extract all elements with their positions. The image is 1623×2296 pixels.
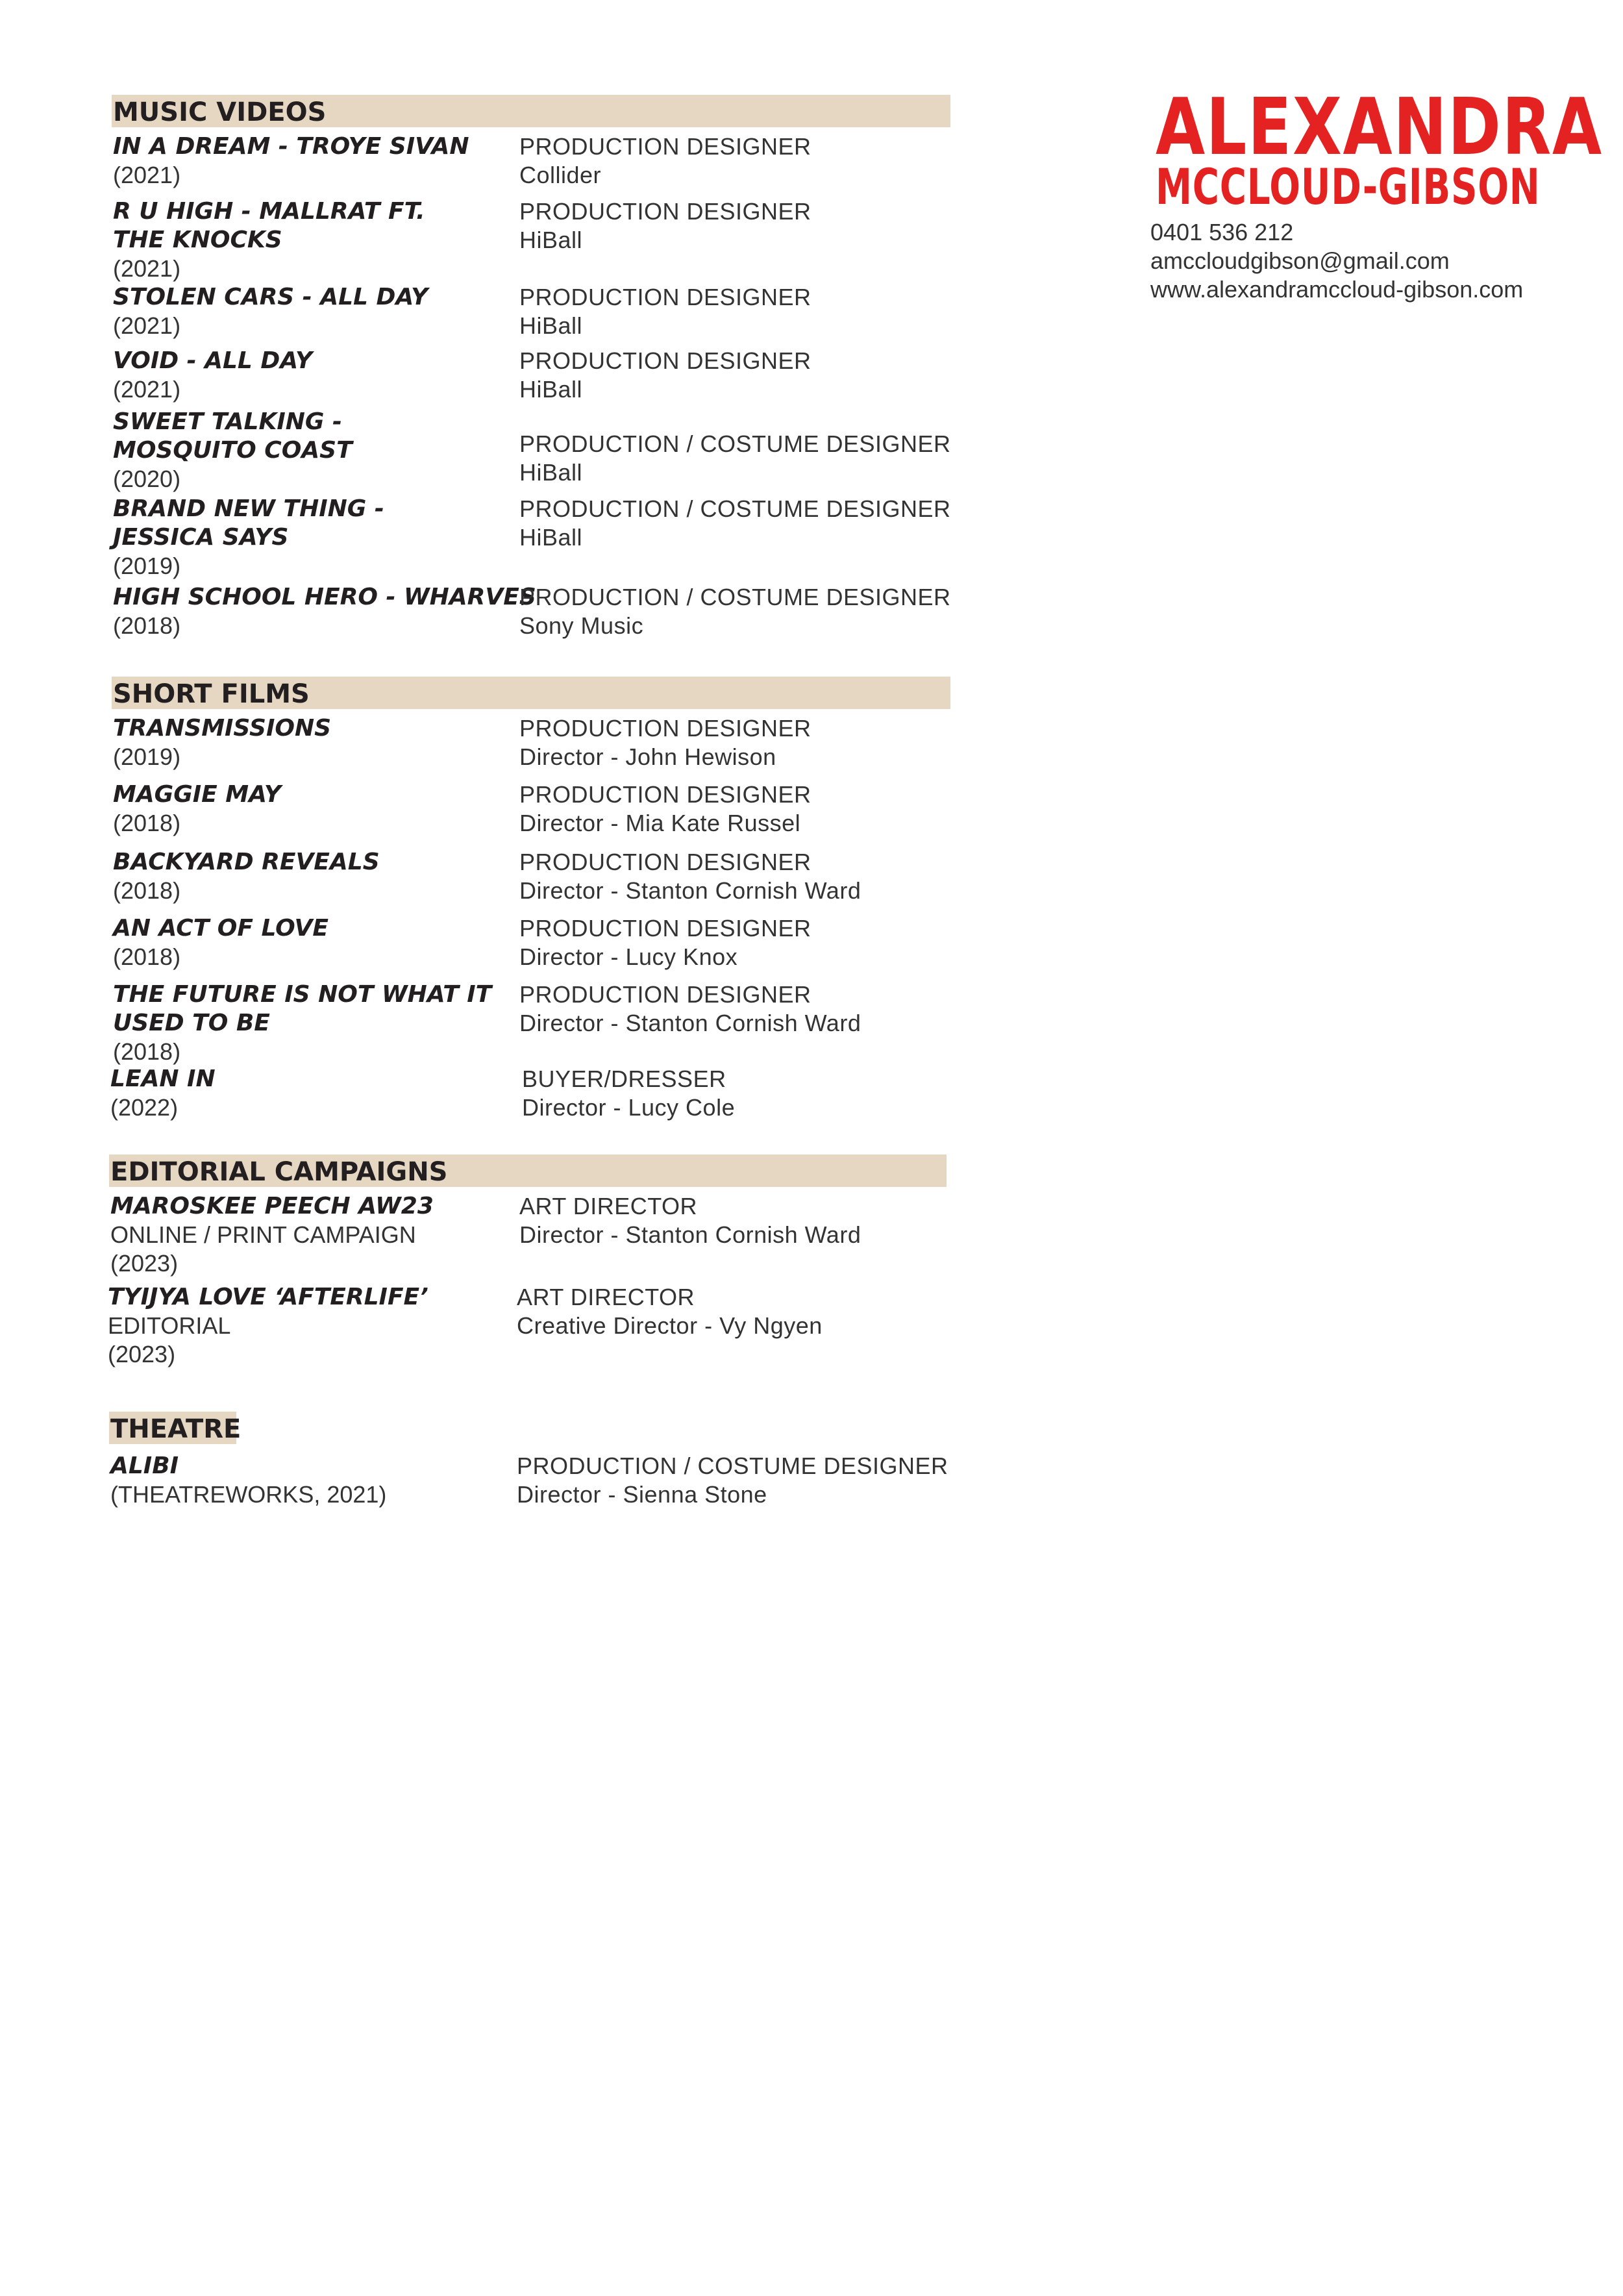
entry-title: LEAN IN: [110, 1066, 216, 1092]
entry-year: (2023): [110, 1250, 179, 1277]
name-last: MCCLOUD-GIBSON: [1156, 158, 1541, 216]
entry-title-line2: MOSQUITO COAST: [113, 437, 353, 464]
section-heading-short-films: SHORT FILMS: [113, 679, 310, 709]
entry-role: PRODUCTION DESIGNER: [519, 849, 812, 875]
entry-year: (2019): [113, 743, 181, 770]
entry-title: TRANSMISSIONS: [113, 715, 332, 742]
entry-title: HIGH SCHOOL HERO - WHARVES: [113, 584, 536, 610]
entry-role: PRODUCTION DESIGNER: [519, 133, 812, 160]
entry-director: Director - Mia Kate Russel: [519, 810, 801, 836]
entry-role: ART DIRECTOR: [519, 1193, 698, 1219]
entry-director: Director - Lucy Knox: [519, 943, 738, 970]
section-heading-music-videos: MUSIC VIDEOS: [113, 97, 327, 127]
entry-title: TYIJYA LOVE ‘AFTERLIFE’: [108, 1284, 428, 1310]
entry-company: Sony Music: [519, 612, 644, 639]
entry-title-line2: THE KNOCKS: [113, 227, 282, 253]
entry-company: HiBall: [519, 227, 583, 253]
entry-role: BUYER/DRESSER: [522, 1066, 726, 1092]
entry-director: Director - Stanton Cornish Ward: [519, 1221, 861, 1248]
entry-role: PRODUCTION / COSTUME DESIGNER: [519, 584, 951, 610]
entry-year: (2021): [113, 255, 181, 282]
entry-title: ALIBI: [110, 1453, 179, 1479]
entry-year: (2019): [113, 553, 181, 579]
entry-title: STOLEN CARS - ALL DAY: [113, 284, 428, 310]
entry-year: (2022): [110, 1094, 179, 1121]
entry-company: HiBall: [519, 524, 583, 551]
entry-title: VOID - ALL DAY: [113, 347, 313, 374]
entry-title: THE FUTURE IS NOT WHAT IT: [113, 981, 492, 1008]
entry-title: IN A DREAM - TROYE SIVAN: [113, 133, 469, 160]
entry-role: PRODUCTION / COSTUME DESIGNER: [517, 1453, 948, 1479]
entry-role: PRODUCTION DESIGNER: [519, 981, 812, 1008]
entry-director: Director - Sienna Stone: [517, 1481, 767, 1508]
entry-title: MAROSKEE PEECH AW23: [110, 1193, 434, 1219]
entry-title-line2: JESSICA SAYS: [113, 524, 289, 551]
contact-website: www.alexandramccloud-gibson.com: [1150, 276, 1524, 303]
entry-company: HiBall: [519, 376, 583, 403]
entry-subtitle: ONLINE / PRINT CAMPAIGN: [110, 1221, 416, 1248]
entry-role: PRODUCTION DESIGNER: [519, 347, 812, 374]
entry-role: PRODUCTION / COSTUME DESIGNER: [519, 495, 951, 522]
entry-title: SWEET TALKING -: [113, 408, 342, 435]
entry-year: (2020): [113, 466, 181, 492]
entry-title: R U HIGH - MALLRAT FT.: [113, 198, 425, 225]
entry-director: Director - Stanton Cornish Ward: [519, 877, 861, 904]
entry-year: (2021): [113, 312, 181, 339]
entry-year: (2021): [113, 376, 181, 403]
entry-title: AN ACT OF LOVE: [113, 915, 328, 942]
entry-company: HiBall: [519, 459, 583, 486]
contact-email: amccloudgibson@gmail.com: [1150, 247, 1450, 274]
entry-director: Director - Lucy Cole: [522, 1094, 736, 1121]
entry-title: MAGGIE MAY: [113, 781, 281, 808]
entry-title: BACKYARD REVEALS: [113, 849, 380, 875]
section-heading-theatre: THEATRE: [110, 1414, 242, 1444]
name-first: ALEXANDRA: [1156, 82, 1603, 173]
entry-role: PRODUCTION DESIGNER: [519, 198, 812, 225]
entry-role: PRODUCTION DESIGNER: [519, 915, 812, 942]
entry-year: (2018): [113, 810, 181, 836]
entry-year: (2018): [113, 877, 181, 904]
entry-subtitle: EDITORIAL: [108, 1312, 231, 1339]
entry-director: Director - John Hewison: [519, 743, 776, 770]
entry-year: (2018): [113, 612, 181, 639]
entry-director: Director - Stanton Cornish Ward: [519, 1010, 861, 1036]
entry-title-line2: USED TO BE: [113, 1010, 270, 1036]
entry-year: (2023): [108, 1341, 176, 1367]
entry-director: Creative Director - Vy Ngyen: [517, 1312, 823, 1339]
entry-year: (2021): [113, 162, 181, 188]
entry-role: PRODUCTION / COSTUME DESIGNER: [519, 430, 951, 457]
entry-year: (2018): [113, 943, 181, 970]
entry-company: HiBall: [519, 312, 583, 339]
entry-role: ART DIRECTOR: [517, 1284, 695, 1310]
entry-company: Collider: [519, 162, 602, 188]
contact-phone: 0401 536 212: [1150, 219, 1294, 245]
entry-role: PRODUCTION DESIGNER: [519, 284, 812, 310]
section-heading-editorial: EDITORIAL CAMPAIGNS: [110, 1157, 448, 1187]
entry-role: PRODUCTION DESIGNER: [519, 715, 812, 742]
entry-title: BRAND NEW THING -: [113, 495, 384, 522]
entry-year: (THEATREWORKS, 2021): [110, 1481, 387, 1508]
entry-year: (2018): [113, 1038, 181, 1065]
entry-role: PRODUCTION DESIGNER: [519, 781, 812, 808]
